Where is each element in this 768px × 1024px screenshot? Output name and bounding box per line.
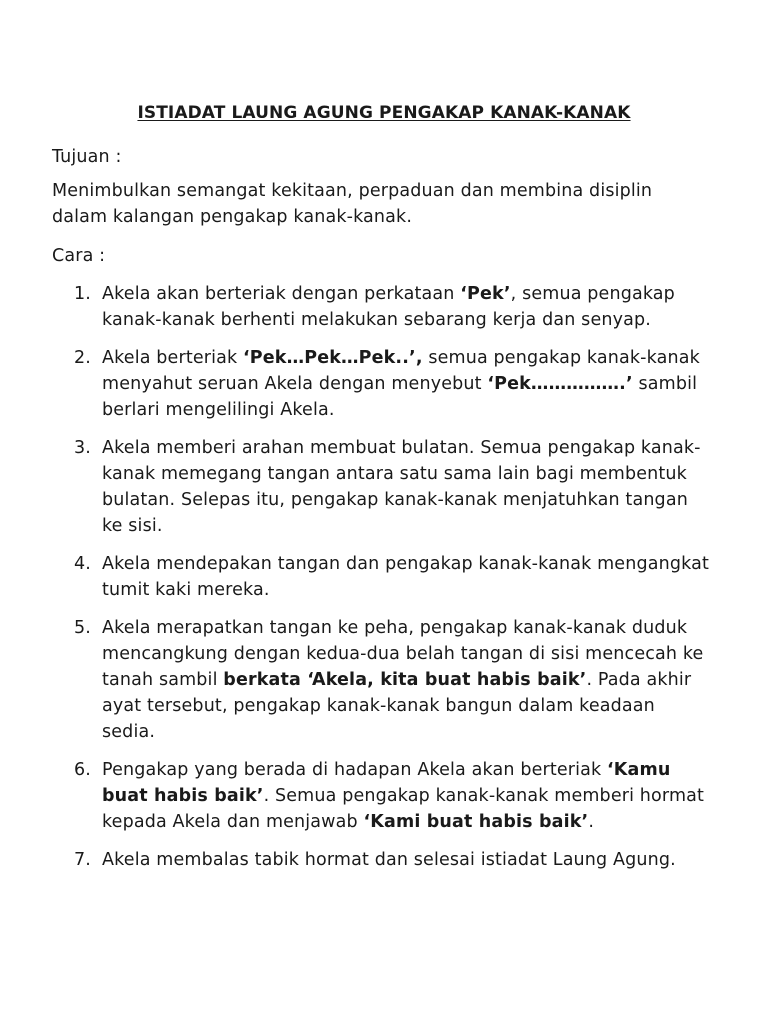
step-number: 7. (74, 850, 91, 870)
step-segment: Akela mendepakan tangan dan pengakap kanak-kanak mengangkat tumit kaki mereka. (102, 554, 709, 600)
step-segment: Akela memberi arahan membuat bulatan. Semua pengakap kanak-kanak memegang tangan antara satu sama lain bagi membentuk bulatan. Selepas itu, pengakap kanak-kanak menjatuhkan tangan ke sisi. (102, 438, 701, 536)
step-emphasis: ‘Kami buat habis baik’ (363, 812, 589, 832)
step-number: 2. (74, 348, 91, 368)
step-item (0, 281, 712, 333)
step-segment: Pengakap yang berada di hadapan Akela akan berteriak (102, 760, 607, 780)
method-label: Cara : (52, 246, 106, 266)
step-number: 3. (74, 438, 91, 458)
step-segment: . Semua pengakap kanak-kanak memberi hormat kepada Akela dan menjawab (102, 786, 705, 832)
step-emphasis: ‘Pek…Pek…Pek..’, (242, 348, 423, 368)
document-title: ISTIADAT LAUNG AGUNG PENGAKAP KANAK-KANAK (137, 103, 631, 123)
step-item (0, 615, 712, 745)
step-text (102, 438, 701, 536)
step-number: 1. (74, 284, 91, 304)
step-segment: . (588, 812, 595, 832)
step-emphasis: ‘Pek’ (460, 284, 511, 304)
step-text (102, 618, 703, 742)
step-emphasis: ‘Kamu buat habis baik’ (102, 760, 671, 806)
step-item (0, 847, 712, 873)
step-text (102, 850, 676, 870)
step-item (0, 551, 712, 603)
step-item (0, 435, 712, 539)
step-text (102, 348, 700, 420)
step-emphasis: ‘Pek…………….’ (487, 374, 633, 394)
step-segment: semua pengakap kanak-kanak menyahut seruan Akela dengan menyebut (102, 348, 700, 394)
steps-list (0, 281, 768, 885)
step-segment: Akela membalas tabik hormat dan selesai istiadat Laung Agung. (102, 850, 676, 870)
step-emphasis: berkata ‘Akela, kita buat habis baik’ (223, 670, 587, 690)
step-segment: Akela akan berteriak dengan perkataan (102, 284, 461, 304)
step-number: 5. (74, 618, 91, 638)
step-segment: sambil berlari mengelilingi Akela. (102, 374, 698, 420)
step-item (0, 345, 712, 423)
step-item (0, 757, 712, 835)
step-segment: . Pada akhir ayat tersebut, pengakap kanak-kanak bangun dalam keadaan sedia. (102, 670, 692, 742)
step-number: 6. (74, 760, 91, 780)
step-text (102, 760, 704, 832)
step-number: 4. (74, 554, 91, 574)
step-text (102, 284, 675, 330)
step-text (102, 554, 709, 600)
step-segment: , semua pengakap kanak-kanak berhenti melakukan sebarang kerja dan senyap. (102, 284, 675, 330)
step-segment: Akela berteriak (102, 348, 243, 368)
step-segment: Akela merapatkan tangan ke peha, pengakap kanak-kanak duduk mencangkung dengan kedua-dua belah tangan di sisi mencecah ke tanah sambil (102, 618, 704, 690)
objective-text: Menimbulkan semangat kekitaan, perpaduan dan membina disiplin dalam kalangan pengakap kanak-kanak. (52, 181, 653, 227)
purpose-label: Tujuan : (52, 147, 122, 167)
